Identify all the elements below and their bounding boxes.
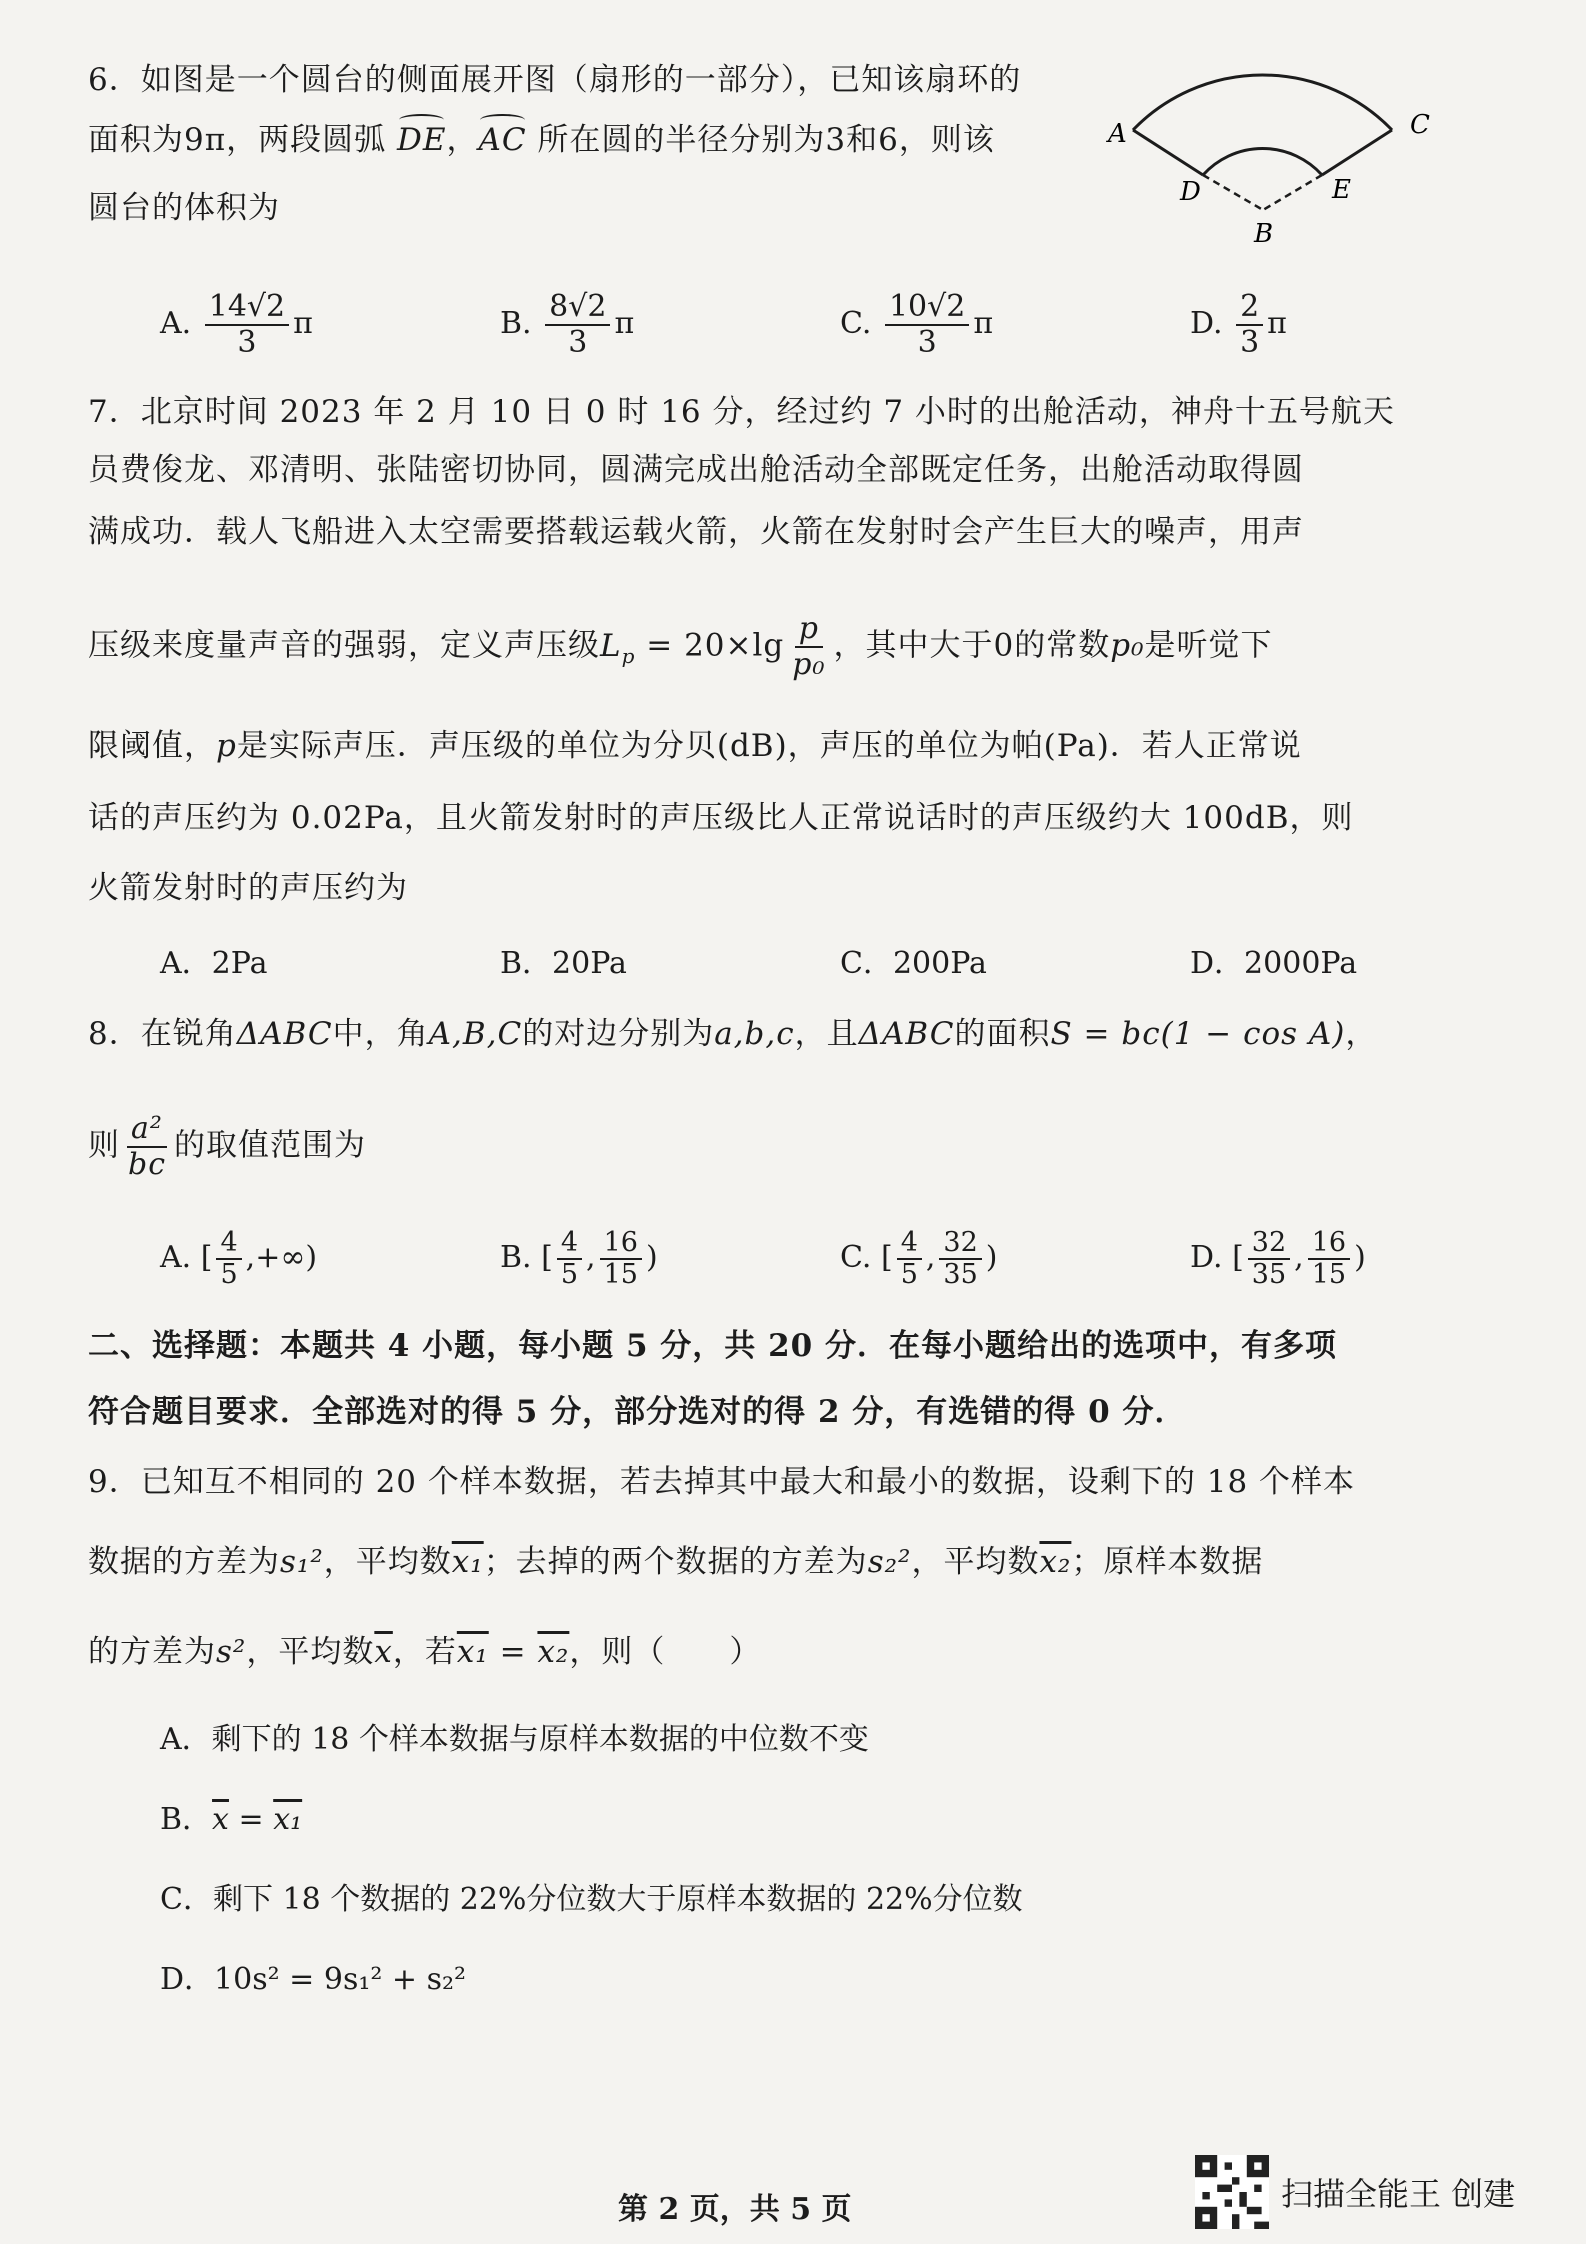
q9-line2-text-d: ，平均数 xyxy=(911,1544,1040,1580)
q6-option-b-frac: $\frac{8√2}{3}$ xyxy=(545,290,610,360)
q8-option-d-frac2: $\frac{16}{15}$ xyxy=(1308,1228,1350,1290)
q7-line4-text-c: 是听觉下 xyxy=(1144,627,1273,664)
q8-option-d-comma: , xyxy=(1294,1240,1304,1275)
q9-option-a: A．剩下的 18 个样本数据与原样本数据的中位数不变 xyxy=(160,1722,869,1757)
sides-abc: a,b,c xyxy=(714,1016,795,1052)
q9-line3-text-b: ，平均数 xyxy=(246,1634,375,1670)
q6-option-c-frac: $\frac{10√2}{3}$ xyxy=(885,290,969,360)
q6-option-d-frac: $\frac{2}{3}$ xyxy=(1236,290,1263,360)
q8-option-b-letter: B. xyxy=(500,1240,532,1275)
q9-option-c: C．剩下 18 个数据的 22%分位数大于原样本数据的 22%分位数 xyxy=(160,1882,1023,1917)
q8-line1-text-d: ，且 xyxy=(794,1016,859,1052)
q8-option-c-open: [ xyxy=(880,1240,893,1275)
q6-option-c-letter: C. xyxy=(840,306,872,341)
q9-line2-text-c: ；去掉的两个数据的方差为 xyxy=(483,1544,868,1580)
q7-line5-text-a: 限阈值， xyxy=(88,728,216,764)
symbol-p: p xyxy=(216,728,237,764)
q8-option-d-close: ) xyxy=(1354,1240,1366,1275)
arc-ac: AC xyxy=(478,118,526,162)
q6-line1: 6．如图是一个圆台的侧面展开图（扇形的一部分），已知该扇环的 xyxy=(88,62,1022,98)
q7-line4-text-b: ，其中大于0的常数 xyxy=(833,627,1111,664)
label-e: E xyxy=(1332,175,1351,205)
q8-option-d-open: [ xyxy=(1232,1240,1244,1275)
q8-line2-text-b: 的取值范围为 xyxy=(174,1127,367,1164)
q7-line4 xyxy=(88,612,1273,682)
symbol-x-bar: $\overline{x}$ xyxy=(374,1634,393,1670)
q8-line1 xyxy=(88,1012,1377,1056)
triangle-abc-2: ΔABC xyxy=(858,1016,955,1052)
formula-lp: $L_p$ xyxy=(600,627,636,668)
q9-option-b-x1-bar: x₁ xyxy=(273,1802,303,1837)
q7-option-c: C．200Pa xyxy=(840,946,987,981)
q8-option-c xyxy=(840,1228,998,1290)
q8-option-a-open: [ xyxy=(200,1240,213,1275)
q8-line1-text-b: 中，角 xyxy=(332,1016,429,1052)
q9-line2-text-a: 数据的方差为 xyxy=(88,1544,280,1580)
scanner-watermark xyxy=(1195,2155,1515,2229)
q6-option-d xyxy=(1190,290,1287,360)
q6-option-a-letter: A. xyxy=(160,306,192,341)
symbol-p0: p₀ xyxy=(1110,627,1145,664)
cond-x2-bar: x₂ xyxy=(537,1634,570,1670)
q6-line3: 圆台的体积为 xyxy=(88,190,280,226)
q6-separator: ， xyxy=(446,122,479,158)
q9-line2-text-b: ，平均数 xyxy=(323,1544,452,1580)
q8-line1-text-f: ， xyxy=(1345,1016,1378,1052)
q8-option-b-comma: , xyxy=(586,1240,596,1275)
q6-option-a xyxy=(160,290,313,360)
formula-frac: $\frac{p}{\text{p₀}}$ xyxy=(792,611,826,682)
q6-option-c-pi: π xyxy=(973,306,994,341)
q8-option-b-frac1: $\frac{4}{5}$ xyxy=(557,1228,582,1290)
q9-line3-text-d: ，则（ ） xyxy=(569,1634,762,1670)
q6-line2 xyxy=(88,118,995,162)
label-d: D xyxy=(1180,177,1201,207)
segment-db-dashed xyxy=(1203,175,1263,210)
q6-line2-text-a: 面积为9π，两段圆弧 xyxy=(88,122,387,158)
symbol-s-squared: s² xyxy=(216,1634,247,1670)
q6-option-a-frac: $\frac{14√2}{3}$ xyxy=(205,290,289,360)
section2-line2: 符合题目要求．全部选对的得 5 分，部分选对的得 2 分，有选错的得 0 分． xyxy=(88,1394,1187,1430)
label-c: C xyxy=(1410,110,1430,140)
q6-option-c xyxy=(840,290,993,360)
q8-line1-text-e: 的面积 xyxy=(954,1016,1051,1052)
q8-option-c-frac1: $\frac{4}{5}$ xyxy=(897,1228,922,1290)
q9-option-d: D．10s² = 9s₁² + s₂² xyxy=(160,1962,467,1997)
q8-option-a-letter: A. xyxy=(160,1240,192,1275)
q8-line2-text-a: 则 xyxy=(88,1127,120,1164)
q7-line4-text-a: 压级来度量声音的强弱，定义声压级 xyxy=(88,627,600,664)
q6-option-d-pi: π xyxy=(1267,306,1287,341)
q6-option-a-pi: π xyxy=(293,306,313,341)
q8-option-b-frac2: $\frac{16}{15}$ xyxy=(600,1228,642,1290)
q8-line1-text-a: 8．在锐角 xyxy=(88,1016,237,1052)
qr-code-icon xyxy=(1195,2155,1269,2229)
arc-de-curve xyxy=(1203,148,1322,175)
q7-line2: 员费俊龙、邓清明、张陆密切协同，圆满完成出舱活动全部既定任务，出舱活动取得圆 xyxy=(88,452,1304,488)
sector-ring-figure xyxy=(1100,50,1440,250)
q8-option-b xyxy=(500,1228,658,1290)
cond-eq: = xyxy=(488,1634,538,1670)
formula-mid: = 20×lg xyxy=(635,627,785,664)
segment-eb-dashed xyxy=(1263,175,1322,210)
segment-ce xyxy=(1322,130,1392,175)
q6-option-b-letter: B. xyxy=(500,306,532,341)
q9-line2 xyxy=(88,1540,1263,1584)
q7-option-d: D．2000Pa xyxy=(1190,946,1358,981)
q8-option-d-letter: D. xyxy=(1190,1240,1223,1275)
q7-option-b: B．20Pa xyxy=(500,946,627,981)
q9-option-b xyxy=(160,1798,302,1842)
q7-line3: 满成功．载人飞船进入太空需要搭载运载火箭，火箭在发射时会产生巨大的噪声，用声 xyxy=(88,514,1304,550)
q9-line3-text-c: ，若 xyxy=(392,1634,457,1670)
arc-de: DE xyxy=(397,118,446,162)
page-number: 第 2 页，共 5 页 xyxy=(618,2192,852,2227)
symbol-x1-bar: x₁ xyxy=(451,1544,484,1580)
symbol-x2-bar: x₂ xyxy=(1039,1544,1072,1580)
q7-line5 xyxy=(88,724,1302,768)
q9-line1: 9．已知互不相同的 20 个样本数据，若去掉其中最大和最小的数据，设剩下的 18 个样本 xyxy=(88,1464,1356,1500)
q8-line2 xyxy=(88,1112,366,1182)
q8-option-c-comma: , xyxy=(925,1240,936,1275)
symbol-s2-squared: s₂² xyxy=(867,1544,912,1580)
q7-line5-text-b: 是实际声压．声压级的单位为分贝(dB)，声压的单位为帕(Pa)．若人正常说 xyxy=(236,728,1302,764)
q8-option-a-tail: ,+∞) xyxy=(245,1240,318,1275)
label-b: B xyxy=(1254,219,1274,249)
q9-line3-text-a: 的方差为 xyxy=(88,1634,216,1670)
arc-ac-curve xyxy=(1133,75,1392,130)
q8-option-d-frac1: $\frac{32}{35}$ xyxy=(1248,1228,1290,1290)
q9-option-b-letter: B． xyxy=(160,1802,213,1837)
q8-option-a xyxy=(160,1228,317,1290)
q9-option-b-x-bar: $\overline{x}$ xyxy=(212,1802,229,1837)
q8-option-c-letter: C. xyxy=(840,1240,872,1275)
q8-option-c-close: ) xyxy=(985,1240,998,1275)
q8-option-a-frac: $\frac{4}{5}$ xyxy=(216,1228,241,1290)
label-a: A xyxy=(1108,119,1127,149)
cond-x1-bar: x₁ xyxy=(456,1634,489,1670)
q7-line1: 7．北京时间 2023 年 2 月 10 日 0 时 16 分，经过约 7 小时的出舱活动，神舟十五号航天 xyxy=(88,394,1395,430)
q6-line2-text-b: 所在圆的半径分别为3和6，则该 xyxy=(537,122,995,158)
q6-option-b-pi: π xyxy=(614,306,635,341)
q6-option-b xyxy=(500,290,634,360)
triangle-abc: ΔABC xyxy=(236,1016,333,1052)
q9-line3 xyxy=(88,1630,761,1674)
q8-option-b-close: ) xyxy=(645,1240,658,1275)
q8-option-c-frac2: $\frac{32}{35}$ xyxy=(939,1228,981,1290)
q8-line1-text-c: 的对边分别为 xyxy=(522,1016,715,1052)
q9-line2-text-e: ；原样本数据 xyxy=(1071,1544,1264,1580)
q9-option-b-eq: = xyxy=(228,1802,274,1837)
q7-option-a: A．2Pa xyxy=(160,946,268,981)
q8-option-d xyxy=(1190,1228,1366,1290)
q6-option-d-letter: D. xyxy=(1190,306,1223,341)
q7-line7: 火箭发射时的声压约为 xyxy=(88,870,408,906)
area-formula: S = bc(1 − cos A) xyxy=(1050,1016,1346,1052)
segment-ad xyxy=(1133,130,1203,175)
angles-abc: A,B,C xyxy=(428,1016,523,1052)
q7-line6: 话的声压约为 0.02Pa，且火箭发射时的声压级比人正常说话时的声压级约大 100dB，则 xyxy=(88,800,1354,836)
symbol-s1-squared: s₁² xyxy=(280,1544,324,1580)
q8-frac: $\frac{\text{a²}}{bc}$ xyxy=(128,1111,167,1182)
scanner-text: 扫描全能王 创建 xyxy=(1281,2175,1516,2213)
section2-line1: 二、选择题：本题共 4 小题，每小题 5 分，共 20 分．在每小题给出的选项中，有多项 xyxy=(88,1328,1338,1364)
q8-option-b-open: [ xyxy=(541,1240,553,1275)
